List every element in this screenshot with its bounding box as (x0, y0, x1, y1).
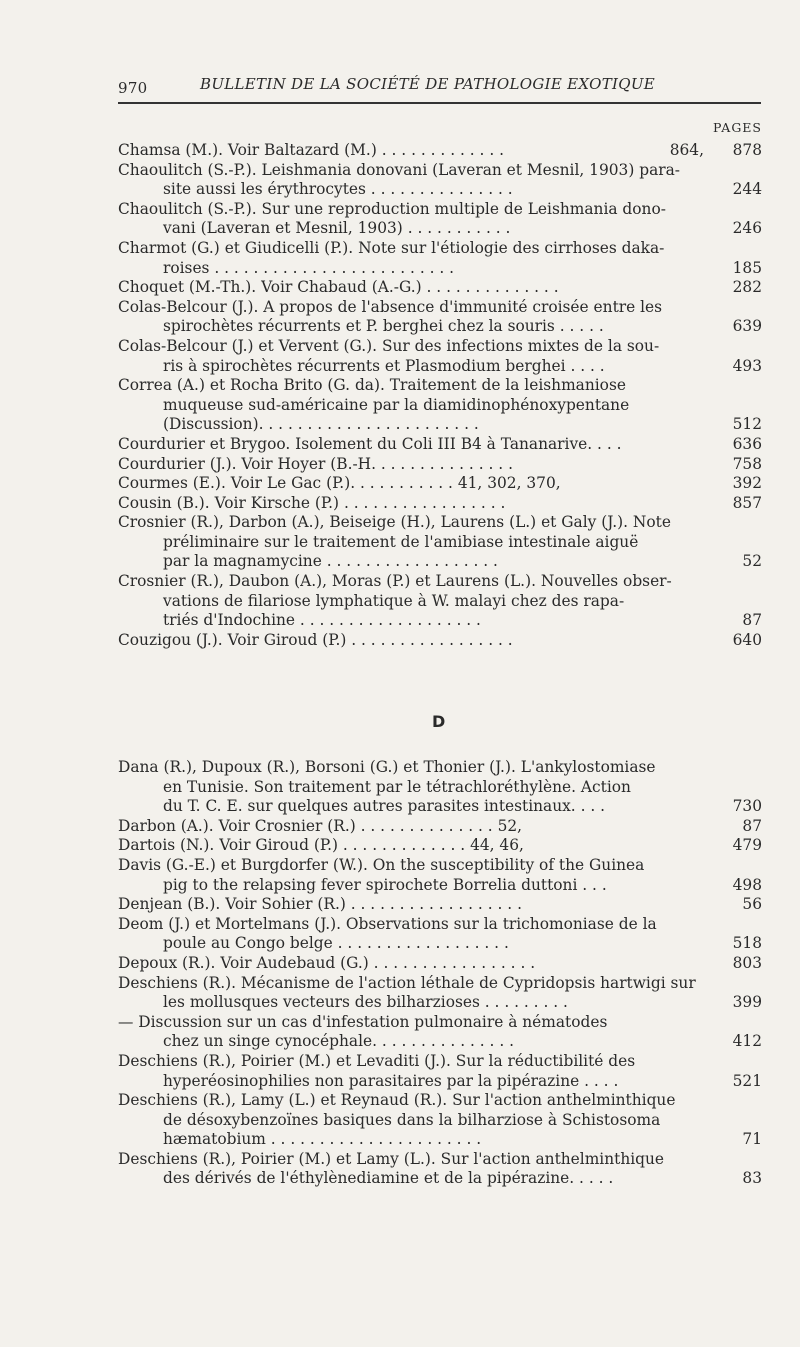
entry-page-number: 758 (732, 454, 762, 473)
index-entry (118, 513, 762, 572)
entry-page-number: 185 (732, 258, 762, 277)
entry-page-number: 512 (732, 415, 762, 434)
entry-line: site aussi les érythrocytes . . . . . . . . . . . . . . . (163, 180, 513, 199)
index-entry (118, 494, 762, 514)
entry-page-number: 518 (732, 934, 762, 953)
entry-line: chez un singe cynocéphale. . . . . . . . . . . . . . . (163, 1032, 515, 1051)
entry-line: triés d'Indochine . . . . . . . . . . . . . . . . . . . (163, 611, 481, 630)
entry-line: (Discussion). . . . . . . . . . . . . . . . . . . . . . . (163, 415, 479, 434)
index-entry (118, 200, 762, 239)
entry-page-number: 71 (742, 1130, 762, 1149)
entry-line: de désoxybenzoïnes basiques dans la bilharziose à Schistosoma (163, 1110, 661, 1129)
index-entry (118, 455, 762, 475)
entry-line: Cousin (B.). Voir Kirsche (P.) . . . . . . . . . . . . . . . . . (118, 493, 506, 512)
entry-line: des dérivés de l'éthylènediamine et de la pipérazine. . . . . (163, 1169, 614, 1188)
index-entry (118, 758, 762, 817)
entry-page-number: 803 (732, 953, 762, 972)
entry-line: — Discussion sur un cas d'infestation pulmonaire à nématodes (118, 1012, 608, 1031)
index-entry (118, 836, 762, 856)
entry-page-number: 282 (732, 278, 762, 297)
index-entry (118, 1091, 762, 1150)
entry-line: Deschiens (R.), Poirier (M.) et Levaditi (J.). Sur la réductibilité des (118, 1051, 636, 1070)
index-entry (118, 572, 762, 631)
index-entry (118, 298, 762, 337)
entry-page-number: 412 (732, 1032, 762, 1051)
entry-page-number: 399 (732, 993, 762, 1012)
entry-line: Crosnier (R.), Daubon (A.), Moras (P.) et Laurens (L.). Nouvelles obser- (118, 572, 672, 591)
entry-line: Colas-Belcour (J.) et Vervent (G.). Sur des infections mixtes de la sou- (118, 336, 660, 355)
entry-line: Deschiens (R.). Mécanisme de l'action léthale de Cypridopsis hartwigi sur (118, 973, 696, 992)
index-entry (118, 474, 762, 494)
entry-page-number: 52 (742, 552, 762, 571)
entry-line: préliminaire sur le traitement de l'amibiase intestinale aiguë (163, 532, 639, 551)
entry-line: Deschiens (R.), Lamy (L.) et Reynaud (R.). Sur l'action anthelminthique (118, 1091, 676, 1110)
entry-line: ris à spirochètes récurrents et Plasmodium berghei . . . . (163, 356, 605, 375)
entry-line: Courdurier (J.). Voir Hoyer (B.-H. . . . . . . . . . . . . . . (118, 454, 513, 473)
entry-page-number: 246 (732, 219, 762, 238)
entry-page-number: 87 (742, 816, 762, 835)
entry-page-number: 479 (732, 836, 762, 855)
pages-column-label: PAGES (713, 120, 762, 135)
entry-line: muqueuse sud-américaine par la diamidinophénoxypentane (163, 395, 630, 414)
entry-page-number: 493 (732, 356, 762, 375)
index-entry (118, 1052, 762, 1091)
index-entry (118, 141, 762, 161)
entry-line: poule au Congo belge . . . . . . . . . . . . . . . . . . (163, 934, 509, 953)
entry-line: Courdurier et Brygoo. Isolement du Coli III B4 à Tananarive. . . . (118, 434, 622, 453)
index-entry (118, 239, 762, 278)
entry-line: Dana (R.), Dupoux (R.), Borsoni (G.) et Thonier (J.). L'ankylostomiase (118, 758, 656, 776)
section-letter: D (432, 712, 446, 731)
index-entry (118, 631, 762, 651)
entry-page-number: 83 (742, 1169, 762, 1188)
index-entry (118, 974, 762, 1013)
entry-line: Depoux (R.). Voir Audebaud (G.) . . . . . . . . . . . . . . . . . (118, 953, 536, 972)
entry-line: Davis (G.-E.) et Burgdorfer (W.). On the susceptibility of the Guinea (118, 855, 645, 874)
entry-line: du T. C. E. sur quelques autres parasites intestinaux. . . . (163, 797, 606, 816)
entry-line: pig to the relapsing fever spirochete Borrelia duttoni . . . (163, 875, 607, 894)
entry-line: Deschiens (R.), Poirier (M.) et Lamy (L.). Sur l'action anthelminthique (118, 1149, 665, 1168)
entry-page-number: 639 (732, 317, 762, 336)
entry-line: Crosnier (R.), Darbon (A.), Beiseige (H.), Laurens (L.) et Galy (J.). Note (118, 513, 671, 532)
entry-line: Colas-Belcour (J.). A propos de l'absence d'immunité croisée entre les (118, 297, 663, 316)
index-entries-d (118, 758, 762, 1189)
entry-page-number: 636 (732, 434, 762, 453)
entry-line: vations de filariose lymphatique à W. malayi chez des rapa- (163, 591, 625, 610)
entry-line: Couzigou (J.). Voir Giroud (P.) . . . . . . . . . . . . . . . . . (118, 630, 513, 649)
entry-page-number: 878 (732, 141, 762, 159)
index-entry (118, 278, 762, 298)
index-entry (118, 895, 762, 915)
entry-line: roises . . . . . . . . . . . . . . . . . . . . . . . . . (163, 258, 455, 277)
entry-line: Dartois (N.). Voir Giroud (P.) . . . . . . . . . . . . . 44, 46, (118, 836, 524, 855)
entry-line: spirochètes récurrents et P. berghei chez la souris . . . . . (163, 317, 604, 336)
entry-page-number: 857 (732, 493, 762, 512)
entry-page-number: 87 (742, 611, 762, 630)
entry-line: Charmot (G.) et Giudicelli (P.). Note sur l'étiologie des cirrhoses daka- (118, 238, 665, 257)
entry-line: hyperéosinophilies non parasitaires par la pipérazine . . . . (163, 1071, 619, 1090)
index-entry (118, 856, 762, 895)
entry-line: Chaoulitch (S.-P.). Leishmania donovani (Laveran et Mesnil, 1903) para- (118, 160, 680, 179)
entry-page-number: 498 (732, 875, 762, 894)
entry-line: en Tunisie. Son traitement par le tétrachloréthylène. Action (163, 777, 631, 796)
entry-line: Deom (J.) et Mortelmans (J.). Observations sur la trichomoniase de la (118, 914, 657, 933)
entry-line: Darbon (A.). Voir Crosnier (R.) . . . . . . . . . . . . . . 52, (118, 816, 523, 835)
entry-page-number: 392 (732, 474, 762, 493)
index-entry (118, 954, 762, 974)
entry-line: les mollusques vecteurs des bilharzioses . . . . . . . . . (163, 993, 568, 1012)
index-entries-c (118, 141, 762, 650)
entry-line: par la magnamycine . . . . . . . . . . . . . . . . . . (163, 552, 498, 571)
entry-page-number: 56 (742, 895, 762, 914)
entry-line: Choquet (M.-Th.). Voir Chabaud (A.-G.) . . . . . . . . . . . . . . (118, 278, 559, 297)
entry-page-number: 244 (732, 180, 762, 199)
page-number: 970 (118, 79, 148, 97)
index-entry (118, 1013, 762, 1052)
index-entry (118, 337, 762, 376)
index-entry (118, 915, 762, 954)
entry-line: Chaoulitch (S.-P.). Sur une reproduction multiple de Leishmania dono- (118, 199, 666, 218)
index-entry (118, 435, 762, 455)
entry-page-number: 730 (732, 797, 762, 816)
index-entry (118, 376, 762, 435)
entry-line: Denjean (B.). Voir Sohier (R.) . . . . . . . . . . . . . . . . . . (118, 895, 522, 914)
entry-line: vani (Laveran et Mesnil, 1903) . . . . . . . . . . . (163, 219, 511, 238)
index-entry (118, 1150, 762, 1189)
entry-page-number: 521 (732, 1071, 762, 1090)
index-entry (118, 817, 762, 837)
entry-line: hæmatobium . . . . . . . . . . . . . . . . . . . . . . (163, 1130, 482, 1149)
entry-line: Chamsa (M.). Voir Baltazard (M.) . . . . . . . . . . . . . (118, 141, 505, 159)
header-rule (118, 102, 761, 104)
journal-title: BULLETIN DE LA SOCIÉTÉ DE PATHOLOGIE EXOTIQUE (200, 75, 656, 93)
entry-page-ref: 864, (669, 141, 704, 159)
entry-line: Courmes (E.). Voir Le Gac (P.). . . . . . . . . . . 41, 302, 370, (118, 474, 561, 493)
entry-page-number: 640 (732, 630, 762, 649)
entry-line: Correa (A.) et Rocha Brito (G. da). Traitement de la leishmaniose (118, 376, 626, 395)
index-entry (118, 161, 762, 200)
